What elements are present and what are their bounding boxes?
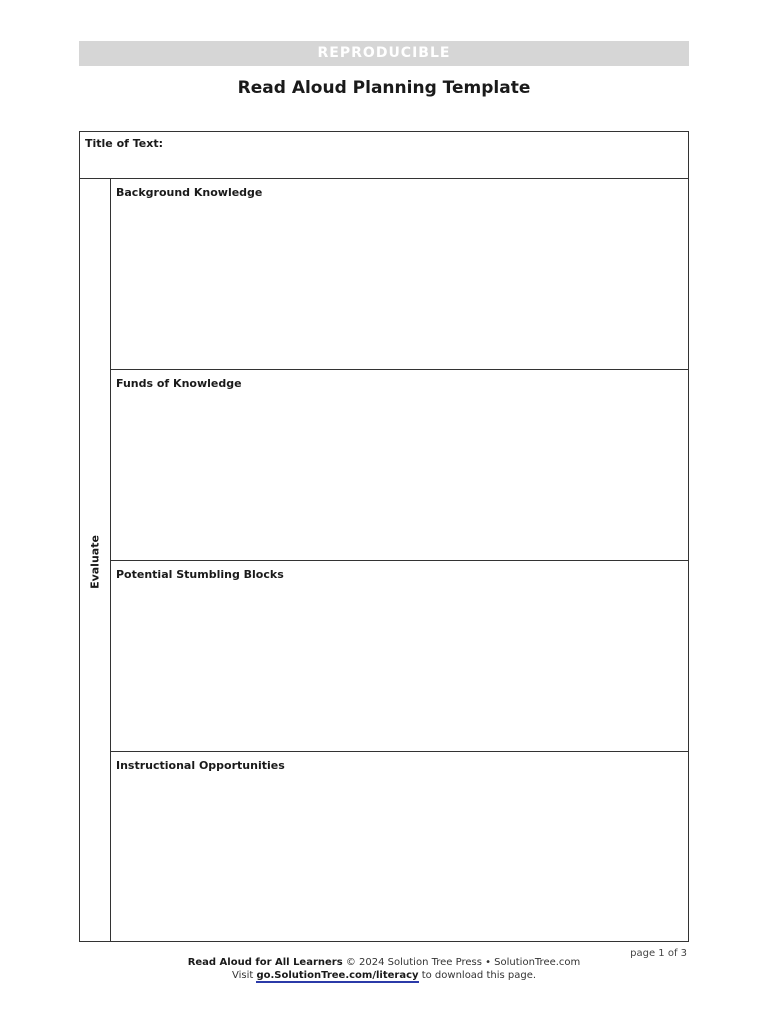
footer-credit-line bbox=[0, 956, 768, 969]
background-knowledge-label: Background Knowledge bbox=[116, 186, 263, 199]
instructional-opportunities-field[interactable] bbox=[111, 752, 688, 941]
page-number: page 1 of 3 bbox=[630, 948, 687, 959]
footer bbox=[0, 956, 768, 982]
funds-of-knowledge-label: Funds of Knowledge bbox=[116, 377, 242, 390]
footer-visit-suffix: to download this page. bbox=[418, 970, 537, 981]
footer-visit-prefix: Visit bbox=[231, 970, 257, 981]
evaluate-column bbox=[80, 179, 111, 941]
footer-download-line bbox=[0, 969, 768, 982]
download-link[interactable]: go.SolutionTree.com/literacy bbox=[256, 970, 419, 981]
funds-of-knowledge-field[interactable] bbox=[111, 370, 688, 561]
instructional-opportunities-label: Instructional Opportunities bbox=[116, 759, 285, 772]
title-of-text-field[interactable] bbox=[80, 132, 688, 179]
planning-form bbox=[79, 131, 689, 942]
footer-book-title: Read Aloud for All Learners bbox=[187, 957, 343, 968]
potential-stumbling-blocks-field[interactable] bbox=[111, 561, 688, 752]
footer-copyright: © 2024 Solution Tree Press • SolutionTree.com bbox=[342, 957, 581, 968]
reproducible-banner: REPRODUCIBLE bbox=[79, 41, 689, 66]
potential-stumbling-blocks-label: Potential Stumbling Blocks bbox=[116, 568, 284, 581]
title-of-text-label: Title of Text: bbox=[85, 137, 164, 150]
evaluate-label: Evaluate bbox=[88, 535, 102, 589]
background-knowledge-field[interactable] bbox=[111, 179, 688, 370]
page-title: Read Aloud Planning Template bbox=[237, 78, 531, 98]
